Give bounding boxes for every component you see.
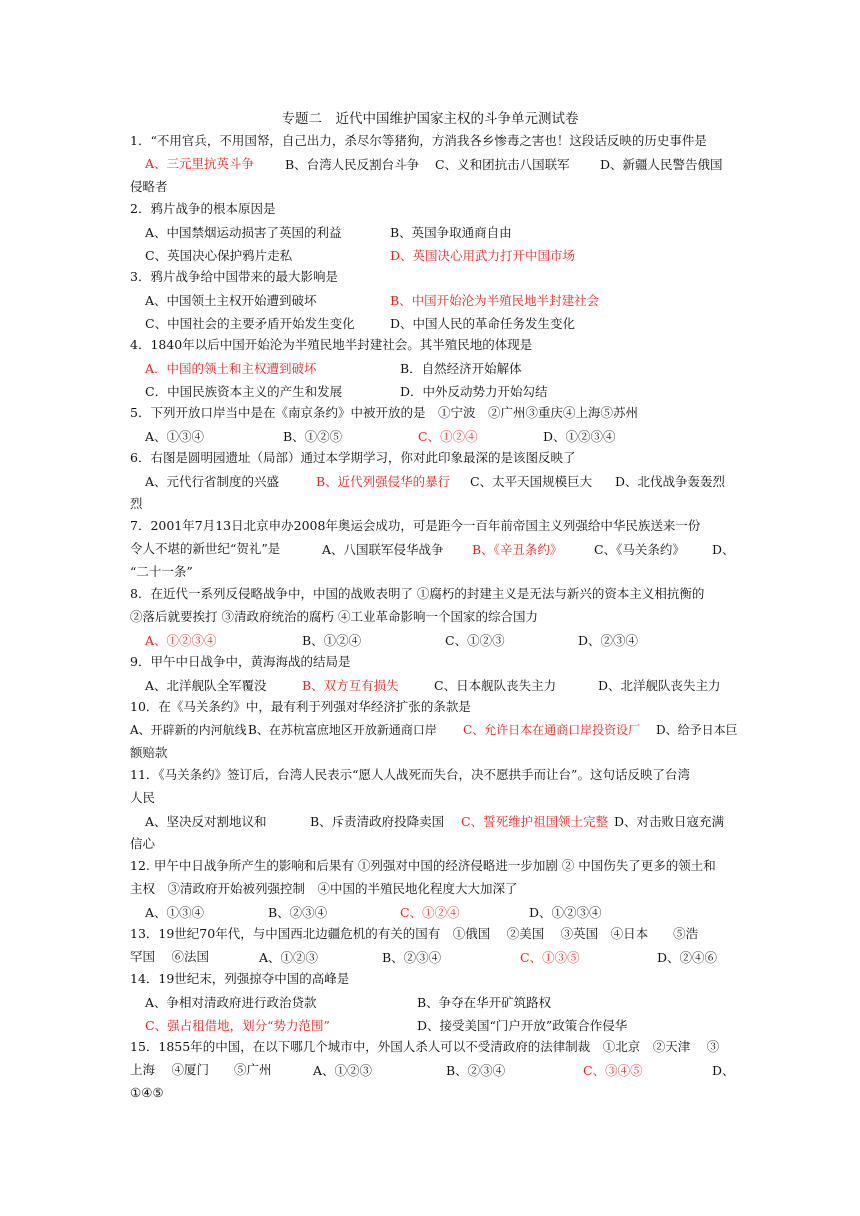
q2-option-a: A、中国禁烟运动损害了英国的利益	[145, 225, 342, 240]
q6-option-d-cont: 烈	[130, 496, 143, 511]
q10-stem: 10．在《马关条约》中，最有利于列强对华经济扩张的条款是	[130, 699, 471, 714]
q9-option-a: A、北洋舰队全军覆没	[145, 678, 267, 693]
q10-option-b: B、在苏杭富庶地区开放新通商口岸	[248, 723, 437, 737]
q15-option-b: B、②③④	[446, 1063, 506, 1078]
q4-stem: 4．1840年以后中国开始沦为半殖民地半封建社会。其半殖民地的体现是	[130, 337, 533, 352]
q7-option-d: D、	[712, 542, 735, 557]
q6-option-d: D、北伐战争轰轰烈	[615, 474, 726, 489]
q8-option-b: B、①②④	[302, 633, 362, 648]
q11-option-d-cont: 信心	[130, 836, 156, 851]
q12-stem-cont: 主权 ③清政府开始被列强控制 ④中国的半殖民地化程度大大加深了	[130, 881, 518, 896]
q11-stem: 11．《马关条约》签订后，台湾人民表示“愿人人战死而失台，决不愿拱手而让台”。这句话反映了台湾	[130, 767, 690, 782]
q15-option-d-cont: ①④⑤	[130, 1085, 164, 1100]
q7-option-d-cont: “二十一条”	[130, 564, 193, 579]
q6-option-a: A、元代行省制度的兴盛	[145, 474, 280, 489]
q9-option-d: D、北洋舰队丧失主力	[598, 678, 721, 693]
q8-option-c: C、①②③	[445, 633, 505, 648]
q3-option-a: A、中国领土主权开始遭到破坏	[145, 293, 317, 308]
q9-stem: 9．甲午中日战争中，黄海海战的结局是	[130, 654, 351, 669]
q7-option-a: A、八国联军侵华战争	[322, 542, 444, 557]
q12-option-d: D、①②③④	[529, 905, 602, 920]
q14-option-c: C、强占租借地，划分“势力范围”	[145, 1018, 330, 1033]
q13-option-b: B、②③④	[382, 950, 442, 965]
q3-option-c: C、中国社会的主要矛盾开始发生变化	[145, 316, 355, 331]
q12-option-c: C、①②④	[400, 905, 460, 920]
q2-option-b: B、英国争取通商自由	[390, 225, 512, 240]
q2-stem: 2．鸦片战争的根本原因是	[130, 201, 276, 216]
q14-option-a: A、争相对清政府进行政治贷款	[145, 995, 317, 1010]
q7-option-c: C、《马关条约》	[594, 542, 685, 557]
q5-option-d: D、①②③④	[543, 429, 616, 444]
q1-option-d-cont: 侵略者	[130, 179, 168, 194]
q11-option-b: B、斥责清政府投降卖国	[310, 814, 445, 829]
q4-option-c: C．中国民族资本主义的产生和发展	[145, 384, 343, 399]
q2-option-c: C、英国决心保护鸦片走私	[145, 248, 293, 263]
q5-option-b: B、①②⑤	[283, 429, 343, 444]
q7-option-b: B、《辛丑条约》	[472, 542, 563, 557]
q12-stem: 12. 甲午中日战争所产生的影响和后果有 ①列强对中国的经济侵略进一步加剧 ② 中国伤失了更多的领土和	[130, 858, 716, 873]
q1-options	[145, 155, 254, 172]
page-title: 专题二 近代中国维护国家主权的斗争单元测试卷	[281, 111, 579, 127]
q1-option-b: B、台湾人民反割台斗争	[285, 157, 420, 172]
q13-option-d: D、②④⑥	[657, 950, 718, 965]
q13-option-a: A、①②③	[259, 950, 319, 965]
q15-option-a: A、①②③	[313, 1063, 373, 1078]
q2-option-d: D、英国决心用武力打开中国市场	[390, 248, 576, 263]
q8-option-a: A、①②③④	[145, 633, 217, 648]
q14-option-b: B、争夺在华开矿筑路权	[417, 995, 552, 1010]
q12-option-a: A、①③④	[145, 905, 205, 920]
q3-stem: 3．鸦片战争给中国带来的最大影响是	[130, 269, 338, 284]
q8-option-d: D、②③④	[578, 633, 639, 648]
q10-option-a: A、开辟新的内河航线	[130, 723, 247, 737]
q7-stem-cont: 令人不堪的新世纪“贺礼”是	[130, 541, 281, 556]
q9-option-c: C、日本舰队丧失主力	[434, 678, 557, 693]
q11-option-c: C、誓死维护祖国领土完整	[461, 814, 609, 829]
q12-option-b: B、②③④	[268, 905, 328, 920]
q13-option-c: C、①③⑤	[520, 950, 580, 965]
q4-option-a: A．中国的领土和主权遭到破坏	[145, 361, 317, 376]
q1-stem: 1．“不用官兵，不用国帑，自己出力，杀尽尔等猪狗，方消我各乡惨毒之害也！这段话反映的历史事件是	[130, 133, 707, 148]
q8-stem-cont: ②落后就要挨打 ③清政府统治的腐朽 ④工业革命影响一个国家的综合国力	[130, 609, 538, 624]
q7-stem: 7．2001年7月13日北京申办2008年奥运会成功，可是距今一百年前帝国主义列强给中华民族送来一份	[130, 518, 701, 533]
q4-option-d: D．中外反动势力开始勾结	[400, 384, 548, 399]
q11-option-d: D、对击败日寇充满	[614, 814, 725, 829]
q1-option-c: C、义和团抗击八国联军	[435, 157, 570, 172]
q10-option-c: C、允许日本在通商口岸投资设厂	[463, 723, 641, 737]
q8-stem: 8．在近代一系列反侵略战争中，中国的战败表明了 ①腐朽的封建主义是无法与新兴的资本主义相抗衡的	[130, 586, 705, 601]
q5-option-c: C、①②④	[418, 429, 478, 444]
q5-option-a: A、①③④	[145, 429, 205, 444]
q14-option-d: D、接受美国“门户开放”政策合作侵华	[417, 1018, 628, 1033]
q15-stem: 15．1855年的中国，在以下哪几个城市中，外国人杀人可以不受清政府的法律制裁 ①北京 ②天津 ③	[130, 1039, 720, 1054]
q6-stem: 6．右图是圆明园遗址（局部）通过本学期学习，你对此印象最深的是该图反映了	[130, 450, 576, 465]
q6-option-c: C、太平天国规模巨大	[470, 474, 593, 489]
q1-option-a: A、三元里抗英斗争	[145, 156, 255, 171]
q11-stem-cont: 人民	[130, 790, 156, 805]
q11-option-a: A、坚决反对割地议和	[145, 814, 267, 829]
q15-option-d: D、	[712, 1063, 735, 1078]
q10-option-d: D、给予日本巨	[656, 723, 738, 737]
q10-option-d-cont: 额赔款	[130, 745, 168, 760]
q13-stem: 13．19世纪70年代，与中国西北边疆危机的有关的国有 ①俄国 ②美国 ③英国 ④日本 ⑤浩	[130, 926, 699, 941]
q9-option-b: B、双方互有损失	[302, 678, 399, 693]
q1-option-d: D、新疆人民警告俄国	[600, 157, 723, 172]
q6-option-b: B、近代列强侵华的暴行	[316, 474, 451, 489]
q5-stem: 5．下列开放口岸当中是在《南京条约》中被开放的是 ①宁波 ②广州③重庆④上海⑤苏州	[130, 405, 638, 420]
q14-stem: 14．19世纪末，列强掠夺中国的高峰是	[130, 971, 350, 986]
q15-stem-cont: 上海 ④厦门 ⑤广州	[130, 1062, 272, 1077]
q15-option-c: C、③④⑤	[583, 1063, 643, 1078]
q3-option-d: D、中国人民的革命任务发生变化	[390, 316, 576, 331]
q4-option-b: B．自然经济开始解体	[400, 361, 522, 376]
q3-option-b: B、中国开始沦为半殖民地半封建社会	[390, 293, 600, 308]
q13-stem-cont: 罕国 ⑥法国	[130, 949, 209, 964]
